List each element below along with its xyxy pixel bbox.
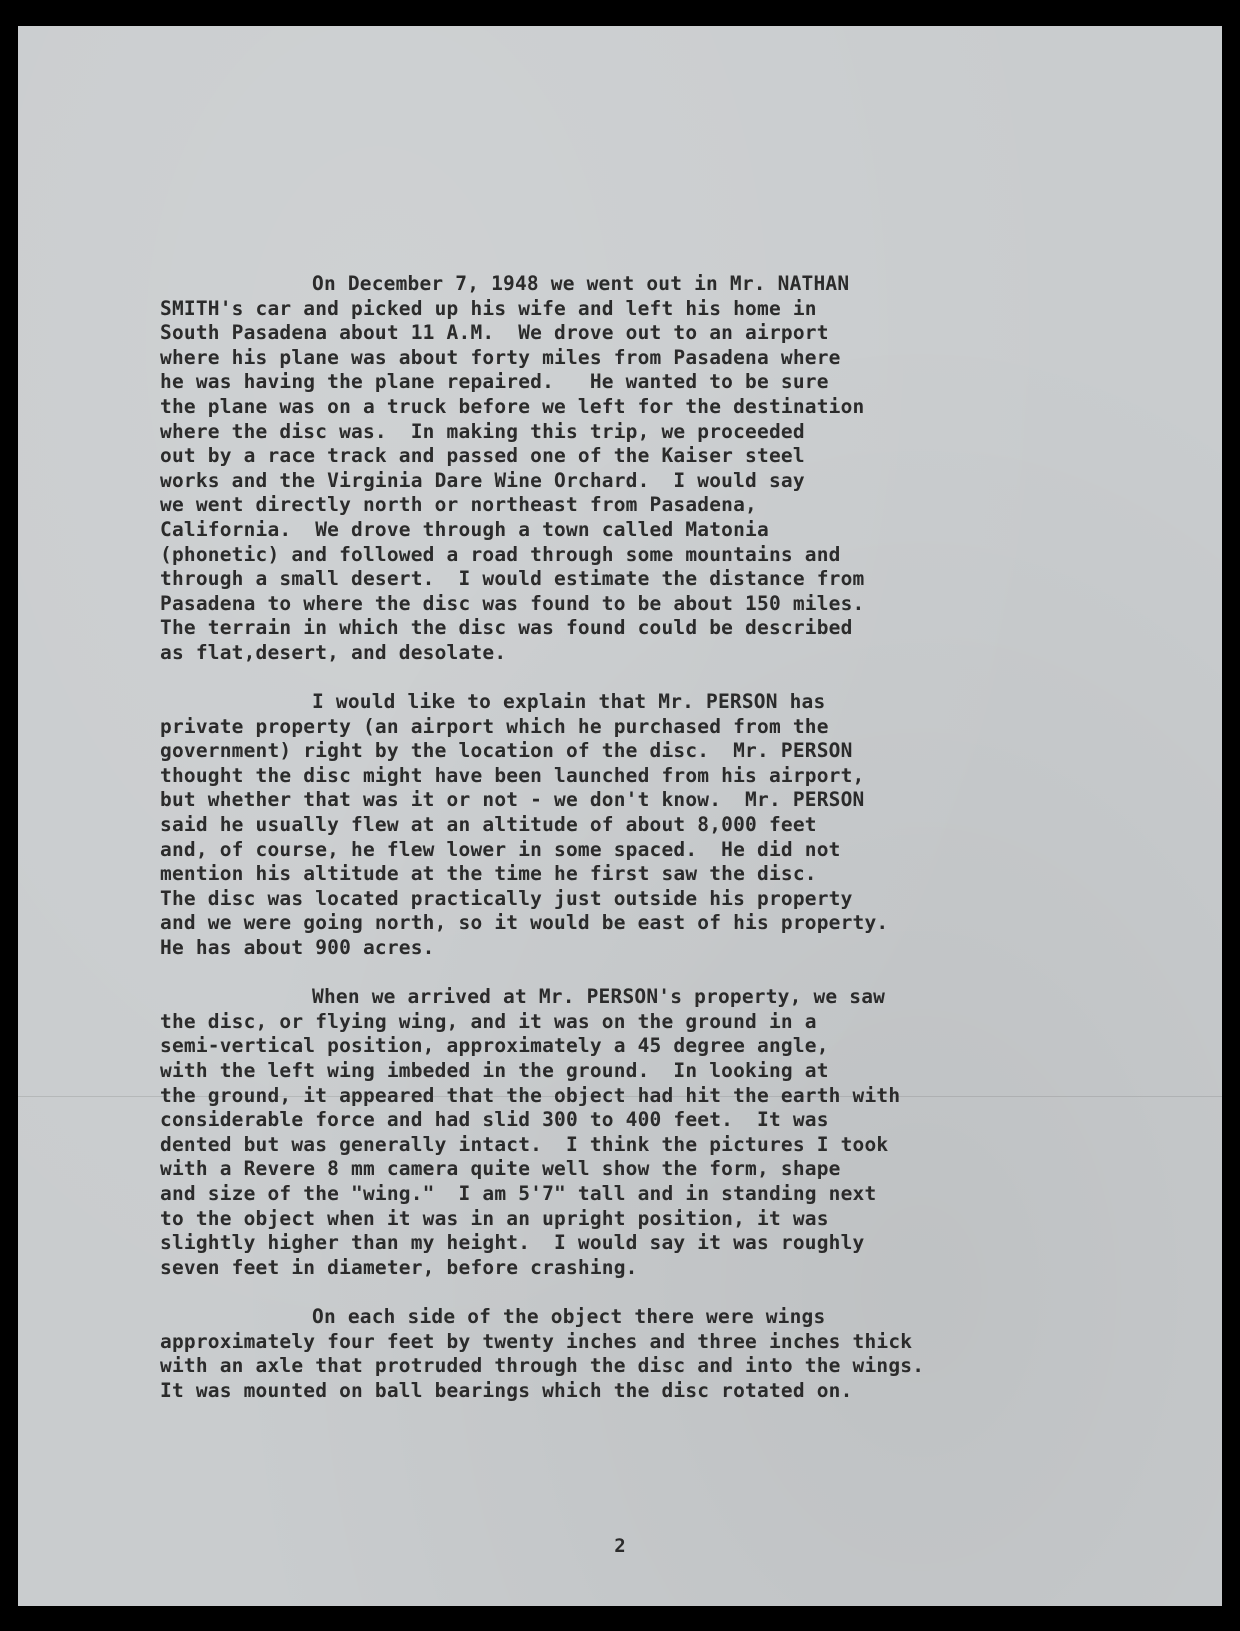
text-line: out by a race track and passed one of the Kaiser steel (160, 444, 805, 468)
paragraph-wings-description (160, 1305, 1120, 1403)
text-line: where the disc was. In making this trip, we proceeded (160, 419, 805, 443)
page-number: 2 (614, 1535, 626, 1557)
text-line: and we were going north, so it would be east of his property. (160, 911, 889, 935)
text-line: dented but was generally intact. I think the pictures I took (160, 1132, 889, 1156)
paragraph-person-property (160, 690, 1120, 961)
text-line: works and the Virginia Dare Wine Orchard. I would say (160, 468, 805, 492)
text-line: South Pasadena about 11 A.M. We drove out to an airport (160, 321, 829, 345)
text-line: approximately four feet by twenty inches and three inches thick (160, 1329, 913, 1353)
text-line: When we arrived at Mr. PERSON's property, we saw (312, 985, 886, 1009)
text-line: with the left wing imbeded in the ground. In looking at (160, 1059, 829, 1082)
text-line: and size of the "wing." I am 5'7" tall and in standing next (160, 1181, 877, 1205)
text-line: mention his altitude at the time he first saw the disc. (160, 862, 817, 886)
text-line: through a small desert. I would estimate the distance from (160, 567, 865, 591)
paragraph-disc-observation (160, 985, 1120, 1280)
typewritten-page (18, 26, 1222, 1606)
text-line: he was having the plane repaired. He wanted to be sure (160, 370, 829, 394)
text-line: On December 7, 1948 we went out in Mr. NATHAN (312, 272, 850, 295)
text-line: The terrain in which the disc was found could be described (160, 616, 853, 640)
text-line: I would like to explain that Mr. PERSON has (312, 690, 826, 714)
text-line: to the object when it was in an upright position, it was (160, 1206, 829, 1230)
text-line: It was mounted on ball bearings which the disc rotated on. (160, 1378, 853, 1402)
text-line: seven feet in diameter, before crashing. (160, 1255, 638, 1279)
text-line: with a Revere 8 mm camera quite well show the form, shape (160, 1157, 841, 1181)
text-line: we went directly north or northeast from Pasadena, (160, 493, 757, 517)
text-line: with an axle that protruded through the disc and into the wings. (160, 1354, 925, 1378)
text-line: He has about 900 acres. (160, 936, 435, 960)
text-line: semi-vertical position, approximately a 45 degree angle, (160, 1034, 829, 1058)
text-line: private property (an airport which he purchased from the (160, 714, 829, 738)
text-line: considerable force and had slid 300 to 400 feet. It was (160, 1108, 829, 1132)
text-line: said he usually flew at an altitude of about 8,000 feet (160, 813, 817, 837)
text-line: (phonetic) and followed a road through some mountains and (160, 542, 841, 566)
text-line: the disc, or flying wing, and it was on the ground in a (160, 1009, 817, 1033)
text-line: where his plane was about forty miles from Pasadena where (160, 345, 841, 369)
paragraph-trip-description (160, 272, 1120, 666)
text-line: California. We drove through a town called Matonia (160, 517, 769, 541)
text-line: but whether that was it or not - we don't know. Mr. PERSON (160, 788, 865, 812)
text-line: slightly higher than my height. I would say it was roughly (160, 1231, 865, 1255)
document-body (160, 272, 1120, 1428)
text-line: and, of course, he flew lower in some spaced. He did not (160, 837, 841, 861)
text-line: the plane was on a truck before we left for the destination (160, 394, 865, 418)
text-line: thought the disc might have been launched from his airport, (160, 763, 865, 787)
text-line: On each side of the object there were wings (312, 1304, 826, 1328)
text-line: Pasadena to where the disc was found to be about 150 miles. (160, 591, 865, 615)
text-line: The disc was located practically just outside his property (160, 886, 853, 910)
text-line: as flat,desert, and desolate. (160, 640, 507, 664)
text-line: the ground, it appeared that the object had hit the earth with (160, 1083, 901, 1107)
text-line: government) right by the location of the disc. Mr. PERSON (160, 739, 853, 763)
text-line: SMITH's car and picked up his wife and left his home in (160, 296, 817, 320)
